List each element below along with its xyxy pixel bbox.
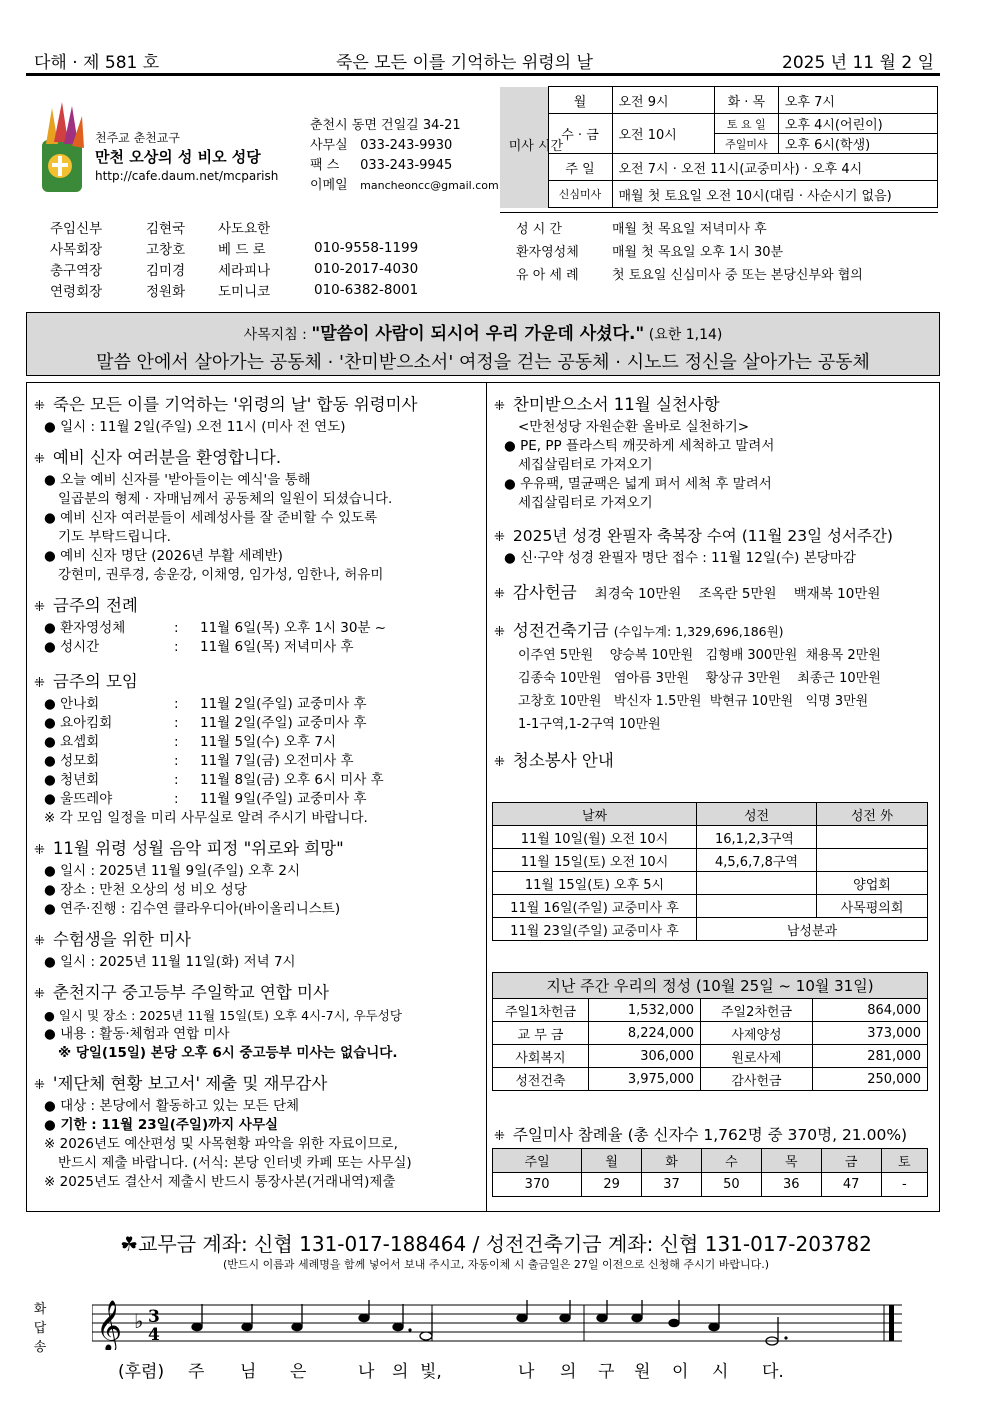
- mass-time: 오전 10시: [612, 114, 714, 154]
- sacrament-table: [510, 216, 871, 285]
- cleaning-table: 날짜 성전 성전 外 11월 10일(월) 오전 10시 16,1,2,3구역 11월 15일(토) 오전 10시 4,5,6,7,8구역 11월 15일(토) 오후 5시 양업회 11월 16일(주일) 교중미사 후 사목평의회 11월 23일(주일) 교중미사 후 남성분과: [492, 802, 928, 941]
- notice-item: ● 일시 : 2025년 11월 9일(주일) 오후 2시: [44, 863, 301, 879]
- address: 춘천시 동면 건일길 34-21: [310, 118, 461, 133]
- notice-item: ● 환자영성체 : 11월 6일(목) 오후 1시 30분 ~: [44, 620, 387, 636]
- lyric: (후렴): [118, 1362, 165, 1382]
- mass-time: 오후 4시(어린이): [778, 114, 937, 134]
- notice-item: ● PE, PP 플라스틱 깨끗하게 세척하고 말려서: [504, 438, 775, 454]
- masthead: [26, 44, 940, 76]
- motto-quote: "말씀이 사람이 되시어 우리 가운데 사셨다.": [311, 324, 645, 344]
- offering-table: [492, 972, 928, 1091]
- contact-block: [310, 116, 499, 196]
- email-address[interactable]: mancheoncc@gmail.com: [360, 179, 499, 192]
- staff-row: 사목회장 고창호 베 드 로 010-9558-1199: [50, 239, 419, 258]
- column-divider: [486, 382, 487, 1212]
- notice-title: 수험생을 위한 미사: [52, 930, 191, 949]
- notice-title: 예비 신자 여러분을 환영합니다.: [52, 448, 282, 467]
- svg-text:3: 3: [148, 1307, 160, 1327]
- attendance-heading: ⁜ 주일미사 참례율 (총 신자수 1,762명 중 370명, 21.00%): [494, 1126, 908, 1144]
- notice-item: ● 대상 : 본당에서 활동하고 있는 모든 단체: [44, 1098, 300, 1114]
- mass-time: 오후 6시(학생): [778, 134, 937, 154]
- offering-title: 지난 주간 우리의 정성 (10월 25일 ~ 10월 31일): [493, 973, 928, 999]
- staff-row: 연령회장 정원화 도미니코 010-6382-8001: [50, 281, 419, 300]
- right-column: ⁜ 찬미받으소서 11월 실천사항 <만천성당 자원순환 올바로 실천하기> ● PE, PP 플라스틱 깨끗하게 세척하고 말려서 세집살림터로 가져오기 ● 우유팩, 멸균팩은 넓게 펴서 세척 후 말려서 세집살림터로 가져오기 ⁜ 2025년 성경 완필자 축복장 수여 (11월 23일 성서주간) ● 신·구약 성경 완필자 명단 접수 : 11월 12일(수) 본당마감 ⁜ 감사헌금 최경숙 10만원 조옥란 5만원 백재복 10만원 ⁜ 성전건축기금 (수입누계: 1,329,696,186원) 이주연 5만원 양승복 10만원 김형배 300만원 채용목 2만원 김종숙 10만원 염아름 3만원 황상규 3만원 최종근 10만원 고창호 10만원 박신자 1.5만원 박현규 10만원 익명 3만원 1-1구역,1-2구역 10만원 ⁜ 청소봉사 안내: [494, 388, 932, 774]
- notice-item: ● 오늘 예비 신자를 '받아들이는 예식'을 통해: [44, 472, 311, 488]
- staff-row: 주임신부 김현국 사도요한: [50, 220, 271, 237]
- donor-list: 최경숙 10만원 조옥란 5만원 백재복 10만원: [594, 586, 881, 602]
- parish-name: 만천 오상의 성 비오 성당: [95, 148, 261, 166]
- diocese-name: 천주교 춘천교구: [95, 131, 180, 145]
- mass-day: 수 · 금: [548, 114, 612, 154]
- lyric: 시: [712, 1362, 729, 1382]
- table-row: 11월 16일(주일) 교중미사 후 사목평의회: [493, 895, 928, 918]
- office-phone: 033-243-9930: [360, 138, 453, 153]
- attendance-table: 주일 월 화 수 목 금 토 370 29 37 50 36 47 -: [492, 1148, 928, 1197]
- notice-item: ● 요셉회 : 11월 5일(수) 오후 7시: [44, 734, 337, 750]
- lyric: 이: [672, 1362, 689, 1382]
- notice-item: ● 청년회 : 11월 8일(금) 오후 6시 미사 후: [44, 772, 384, 788]
- notice-item: ※ 2025년도 결산서 제출시 반드시 통장사본(거래내역)제출: [44, 1174, 396, 1190]
- table-row: 성전건축 3,975,000 감사헌금 250,000: [493, 1068, 928, 1091]
- svg-text:4: 4: [148, 1325, 160, 1345]
- notice-title: '제단체 현황 보고서' 제출 및 재무감사: [52, 1074, 328, 1093]
- bank-accounts: ☘교무금 계좌: 신협 131-017-188464 / 성전건축기금 계좌: 신협 131-017-203782: [120, 1232, 872, 1256]
- mass-time: 오전 9시: [612, 87, 714, 114]
- left-column: ⁜ 죽은 모든 이를 기억하는 '위령의 날' 합동 위령미사 ● 일시 : 11월 2일(주일) 오전 11시 (미사 전 연도) ⁜ 예비 신자 여러분을 환영합니다. ● 오늘 예비 신자를 '받아들이는 예식'을 통해 일곱분의 형제 · 자매님께서 공동체의 일원이 되셨습니다. ● 예비 신자 여러분들이 세례성사를 잘 준비할 수 있도록 기도 부탁드립니다. ● 예비 신자 명단 (2026년 부활 세례반) 강현미, 권루경, 송운강, 이채영, 임가성, 임한나, 허유미 ⁜ 금주의 전례 ● 환자영성체 : 11월 6일(목) 오후 1시 30분 ~ ● 성시간 : 11월 6일(목) 저녁미사 후 ⁜ 금주의 모임 ● 안나회 : 11월 2일(주일) 교중미사 후 ● 요아킴회 : 11월 2일(주일) 교중미사 후 ● 요셉회 : 11월 5일(수) 오후 7시 ● 성모회 : 11월 7일(금) 오전미사 후 ● 청년회 : 11월 8일(금) 오후 6시 미사 후 ● 울뜨레야 : 11월 9일(주일) 교중미사 후 ※ 각 모임 일정을 미리 사무실로 알려 주시기 바랍니다. ⁜ 11월 위령 성월 음악 피정 "위로와 희망" ● 일시 : 2025년 11월 9일(주일) 오후 2시 ● 장소 : 만천 오상의 성 비오 성당 ● 연주·진행 : 김수연 클라우디아(바이올리니스트) ⁜ 수험생을 위한 미사 ● 일시 : 2025년 11월 11일(화) 저녁 7시 ⁜ 춘천지구 중고등부 주일학교 연합 미사 ● 일시 및 장소 : 2025년 11월 15일(토) 오후 4시-7시, 우두성당 ● 내용 : 활동·체험과 연합 미사 ※ 당일(15일) 본당 오후 6시 중고등부 미사는 없습니다. ⁜ '제단체 현황 보고서' 제출 및 재무감사 ● 대상 : 본당에서 활동하고 있는 모든 단체 ● 기한 : 11월 23일(주일)까지 사무실 ※ 2026년도 예산편성 및 사목현황 파악을 위한 자료이므로, 반드시 제출 바랍니다. (서식: 본당 인터넷 카페 또는 사무실) ※ 2025년도 결산서 제출시 반드시 통장사본(거래내역)제출: [34, 388, 480, 1192]
- notice-item: ● 울뜨레야 : 11월 9일(주일) 교중미사 후: [44, 791, 367, 807]
- notice-title: 성전건축기금: [512, 621, 609, 640]
- table-row: 주일1차헌금 1,532,000 주일2차헌금 864,000: [493, 999, 928, 1022]
- donor-list: 김종숙 10만원 염아름 3만원 황상규 3만원 최종근 10만원: [518, 671, 881, 686]
- notice-item: 반드시 제출 바랍니다. (서식: 본당 인터넷 카페 또는 사무실): [58, 1155, 412, 1171]
- staff-table: [50, 216, 418, 300]
- notice-title: 감사헌금: [512, 583, 577, 602]
- notice-item: ● 연주·진행 : 김수연 클라우디아(바이올리니스트): [44, 901, 341, 917]
- notice-item: ● 신·구약 성경 완필자 명단 접수 : 11월 12일(수) 본당마감: [504, 550, 856, 566]
- mass-time-label: 미사 시간: [500, 87, 548, 208]
- notice-item: ● 일시 : 11월 2일(주일) 오전 11시 (미사 전 연도): [44, 419, 346, 435]
- psalm-label: 화 답 송: [33, 1302, 47, 1355]
- fund-total: (수입누계: 1,329,696,186원): [613, 624, 784, 639]
- notice-item: ● 우유팩, 멸균팩은 넓게 펴서 세척 후 말려서: [504, 476, 772, 492]
- mass-time: 오전 7시 · 오전 11시(교중미사) · 오후 4시: [612, 154, 938, 181]
- notice-title: 11월 위령 성월 음악 피정 "위로와 희망": [52, 839, 344, 858]
- lyric: 님: [240, 1362, 257, 1382]
- notice-item: ● 예비 신자 여러분들이 세례성사를 잘 준비할 수 있도록: [44, 510, 378, 526]
- sacrament-row: 성 시 간 매월 첫 목요일 저녁미사 후: [516, 222, 767, 237]
- mass-day: 월: [548, 87, 612, 114]
- sacrament-row: 유 아 세 례 첫 토요일 신심미사 중 또는 본당신부와 협의: [516, 268, 863, 283]
- notice-item: ● 예비 신자 명단 (2026년 부활 세례반): [44, 548, 283, 564]
- mass-time: 매월 첫 토요일 오전 10시(대림 · 사순시기 없음): [612, 181, 938, 208]
- table-row: 370 29 37 50 36 47 -: [493, 1173, 928, 1197]
- lyric: 의: [392, 1362, 409, 1382]
- mass-day: 화 · 목: [714, 87, 778, 114]
- parish-info: [95, 130, 278, 184]
- parish-logo: [38, 100, 86, 196]
- lyric: 은: [290, 1362, 307, 1382]
- lyric: 다.: [762, 1362, 784, 1382]
- lyric: 빛,: [420, 1362, 442, 1382]
- parish-url[interactable]: http://cafe.daum.net/mcparish: [95, 169, 279, 183]
- motto-line2: 말씀 안에서 살아가는 공동체 · '찬미받으소서' 여정을 걷는 공동체 · 시노드 정신을 살아가는 공동체: [96, 352, 870, 373]
- fax-label: 팩 스: [310, 158, 340, 173]
- mass-day: 주 일: [548, 154, 612, 181]
- lyric: 나: [518, 1362, 535, 1382]
- notice-item: ※ 당일(15일) 본당 오후 6시 중고등부 미사는 없습니다.: [58, 1045, 398, 1061]
- notice-item: ● 장소 : 만천 오상의 성 비오 성당: [44, 882, 247, 898]
- mass-time: 오후 7시: [778, 87, 937, 114]
- notice-title: 2025년 성경 완필자 축복장 수여 (11월 23일 성서주간): [512, 527, 893, 545]
- lyric: 의: [560, 1362, 577, 1382]
- mass-day: 주일미사: [714, 134, 778, 154]
- lyric: 원: [634, 1362, 651, 1382]
- table-row: 11월 15일(토) 오후 5시 양업회: [493, 872, 928, 895]
- notice-title: 청소봉사 안내: [512, 751, 614, 770]
- notice-item: ※ 2026년도 예산편성 및 사목현황 파악을 위한 자료이므로,: [44, 1136, 398, 1152]
- account-note: (반드시 이름과 세례명을 함께 넣어서 보내 주시고, 자동이체 시 출금일은 27일 이전으로 신청해 주시기 바랍니다.): [222, 1258, 770, 1271]
- donor-list: 1-1구역,1-2구역 10만원: [518, 717, 661, 732]
- lyric: 나: [358, 1362, 375, 1382]
- notice-item: 강현미, 권루경, 송운강, 이채영, 임가성, 임한나, 허유미: [58, 567, 384, 583]
- flat-icon: ♭: [134, 1309, 144, 1333]
- issue-number: 다해 · 제 581 호: [34, 53, 160, 73]
- staff-row: 총구역장 김미경 세라피나 010-2017-4030: [50, 260, 419, 279]
- notice-item: ● 내용 : 활동·체험과 연합 미사: [44, 1026, 230, 1042]
- donor-list: 이주연 5만원 양승복 10만원 김형배 300만원 채용목 2만원: [518, 648, 881, 663]
- sacrament-row: 환자영성체 매월 첫 목요일 오후 1시 30분: [516, 245, 784, 260]
- email-label: 이메일: [310, 178, 348, 193]
- table-row: 11월 15일(토) 오전 10시 4,5,6,7,8구역: [493, 849, 928, 872]
- notice-note: ※ 각 모임 일정을 미리 사무실로 알려 주시기 바랍니다.: [44, 810, 368, 826]
- treble-clef-icon: 𝄞: [96, 1300, 123, 1350]
- notice-item: 세집살림터로 가져오기: [518, 495, 653, 511]
- table-row: 사회복지 306,000 원로사제 281,000: [493, 1045, 928, 1068]
- notice-item: 일곱분의 형제 · 자매님께서 공동체의 일원이 되셨습니다.: [58, 491, 393, 507]
- lyric: 주: [188, 1362, 205, 1382]
- notice-title: 춘천지구 중고등부 주일학교 연합 미사: [52, 983, 329, 1002]
- notice-item: ● 요아킴회 : 11월 2일(주일) 교중미사 후: [44, 715, 367, 731]
- issue-title: 죽은 모든 이를 기억하는 위령의 날: [336, 53, 593, 73]
- music-staff: [92, 1300, 904, 1350]
- notice-item: 기도 부탁드립니다.: [58, 529, 171, 545]
- table-row: 11월 23일(주일) 교중미사 후 남성분과: [493, 918, 928, 941]
- notice-title: 금주의 전례: [52, 596, 138, 615]
- mass-day: 토 요 일: [714, 114, 778, 134]
- notice-title: 찬미받으소서 11월 실천사항: [512, 395, 720, 414]
- fax-number: 033-243-9945: [360, 158, 453, 173]
- table-row: 11월 10일(월) 오전 10시 16,1,2,3구역: [493, 826, 928, 849]
- notice-item: ● 성시간 : 11월 6일(목) 저녁미사 후: [44, 639, 354, 655]
- notice-item: ● 안나회 : 11월 2일(주일) 교중미사 후: [44, 696, 367, 712]
- notice-item: ● 일시 및 장소 : 2025년 11월 15일(토) 오후 4시-7시, 우두성당: [44, 1008, 402, 1023]
- motto-ref: (요한 1,14): [648, 327, 723, 343]
- notice-item: <만천성당 자원순환 올바로 실천하기>: [518, 419, 750, 435]
- table-row: 교 무 금 8,224,000 사제양성 373,000: [493, 1022, 928, 1045]
- office-label: 사무실: [310, 138, 348, 153]
- notice-item: 세집살림터로 가져오기: [518, 457, 653, 473]
- notice-title: 금주의 모임: [52, 672, 138, 691]
- pastoral-motto: [26, 312, 940, 376]
- notice-item: ● 기한 : 11월 23일(주일)까지 사무실: [44, 1117, 279, 1133]
- donor-list: 고창호 10만원 박신자 1.5만원 박현규 10만원 익명 3만원: [518, 694, 869, 709]
- notice-title: 죽은 모든 이를 기억하는 '위령의 날' 합동 위령미사: [52, 395, 418, 414]
- issue-date: 2025 년 11 월 2 일: [782, 53, 934, 73]
- mass-day: 신심미사: [548, 181, 612, 208]
- lyric: 구: [598, 1362, 615, 1382]
- notice-item: ● 일시 : 2025년 11월 11일(화) 저녁 7시: [44, 954, 296, 970]
- mass-times-table: [500, 86, 938, 208]
- motto-prefix: 사목지침 :: [243, 327, 307, 343]
- notice-item: ● 성모회 : 11월 7일(금) 오전미사 후: [44, 753, 354, 769]
- divider: [500, 212, 938, 213]
